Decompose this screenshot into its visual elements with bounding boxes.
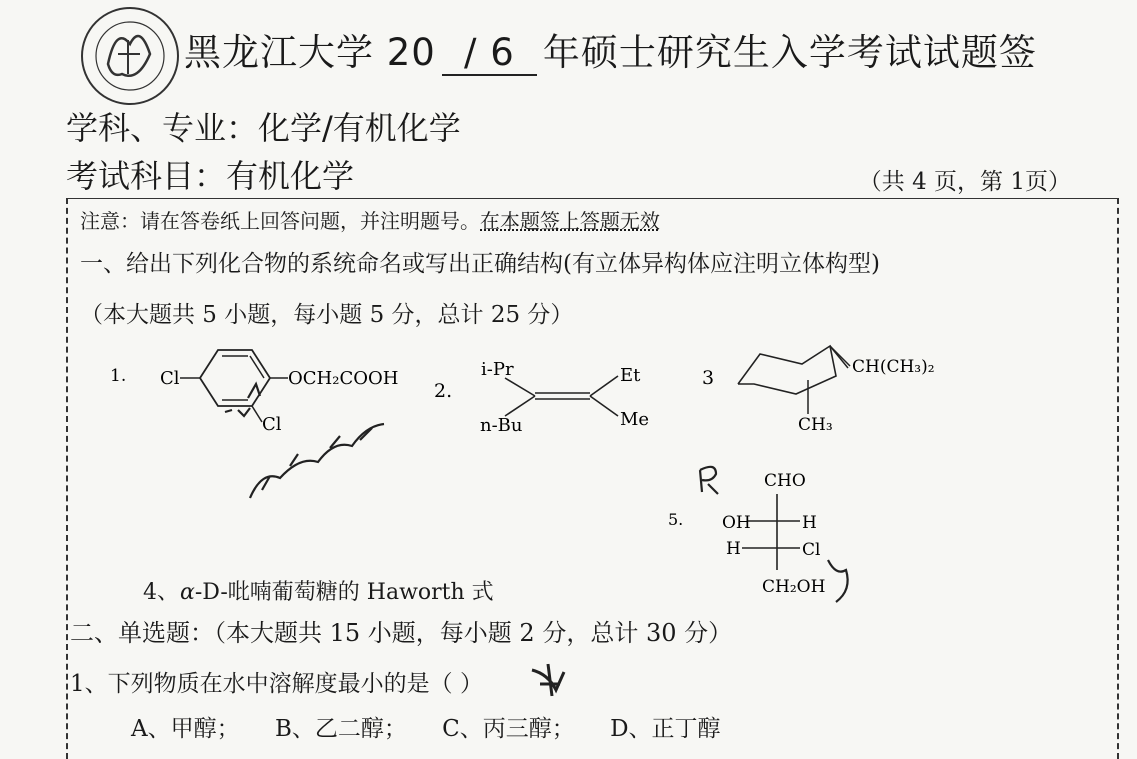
option-c: C、丙三醇； <box>442 716 575 742</box>
year-blank: / 6 <box>442 31 537 76</box>
exam-subject: 考试科目：有机化学 <box>66 157 355 195</box>
q3-number: 3 <box>702 367 715 389</box>
q1-right-sub: OCH₂COOH <box>288 368 399 389</box>
section2-q1: 1、下列物质在水中溶解度最小的是（ ） <box>70 671 483 697</box>
q2-tr: Et <box>620 365 641 386</box>
q5-structure <box>668 471 825 597</box>
section2-heading: 二、单选题：（本大题共 15 小题，每小题 2 分，总计 30 分） <box>70 619 733 647</box>
q5-r1-right: H <box>802 513 817 533</box>
q2-bl: n-Bu <box>480 415 523 436</box>
q2-br: Me <box>620 409 650 430</box>
q4-label: -D-吡喃葡萄糖的 Haworth 式 <box>194 580 494 605</box>
year-prefix: 20 <box>386 31 436 74</box>
q1-left-sub: Cl <box>160 368 180 389</box>
q1-bottom-sub: Cl <box>262 414 282 435</box>
q5-bottom: CH₂OH <box>762 577 826 597</box>
q1-number: 1. <box>110 366 127 386</box>
section1-sub: （本大题共 5 小题，每小题 5 分，总计 25 分） <box>80 302 574 328</box>
q5-r2-right: Cl <box>802 540 821 560</box>
q1-structure <box>110 350 398 435</box>
title-suffix: 年硕士研究生入学考试试题签 <box>542 31 1037 74</box>
alpha-symbol: α <box>180 580 195 605</box>
q4-text <box>180 575 494 606</box>
option-b: B、乙二醇； <box>274 716 407 742</box>
handwriting-marks <box>225 384 848 696</box>
q2-tl: i-Pr <box>481 359 514 380</box>
section1-heading: 一、给出下列化合物的系统命名或写出正确结构(有立体异构体应注明立体构型) <box>80 251 880 277</box>
q5-r1-left: OH <box>722 513 751 533</box>
q3-sub1: CH(CH₃)₂ <box>852 357 935 377</box>
section2-options <box>131 710 749 743</box>
q2-structure <box>434 359 649 436</box>
q5-number: 5. <box>668 510 684 529</box>
notice-emphasis: 在本题签上答题无效 <box>480 209 660 233</box>
q3-sub2: CH₃ <box>798 415 833 435</box>
q3-structure <box>702 346 935 435</box>
q5-r2-left: H <box>726 539 741 559</box>
university-name: 黑龙江大学 <box>184 31 374 74</box>
q5-top: CHO <box>764 471 806 491</box>
notice-prefix: 注意：请在答卷纸上回答问题，并注明题号。 <box>80 209 480 233</box>
option-d: D、正丁醇 <box>610 716 721 742</box>
option-a: A、甲醇； <box>131 716 240 742</box>
q4-number: 4、 <box>143 580 179 605</box>
q2-number: 2. <box>434 380 453 402</box>
subject-line: 学科、专业：化学/有机化学 <box>66 109 461 147</box>
page-count: （共 4 页，第 1页） <box>858 169 1071 195</box>
